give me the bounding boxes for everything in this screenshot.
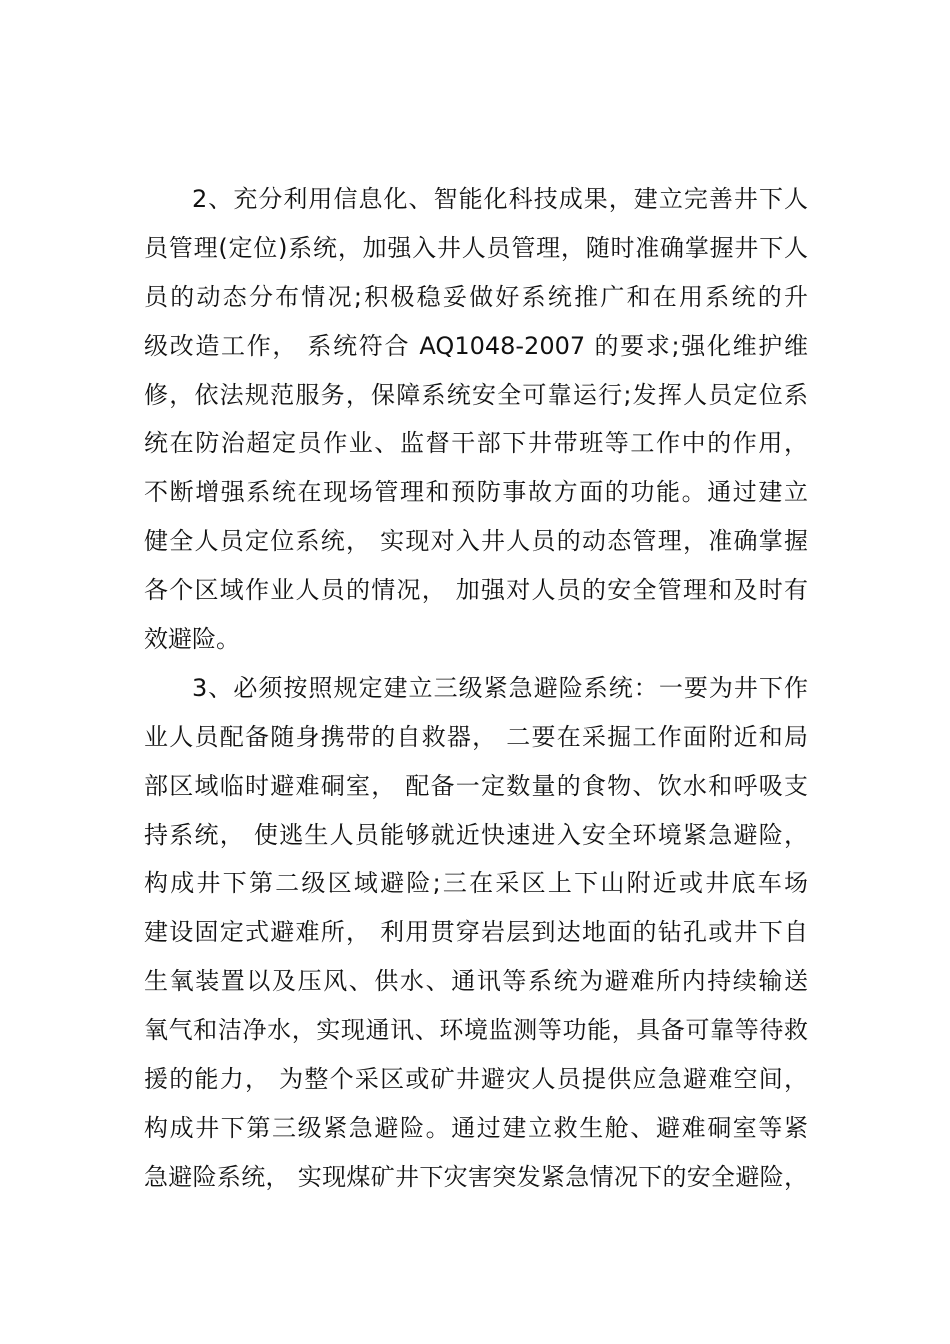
document-body bbox=[144, 175, 808, 1202]
paragraph-3-line-11: 急避险系统， 实现煤矿井下灾害突发紧急情况下的安全避险， bbox=[144, 1162, 808, 1191]
paragraph-3-line-4: 持系统， 使逃生人员能够就近快速进入安全环境紧急避险， bbox=[144, 820, 808, 849]
paragraph-2-line-1: 2、充分利用信息化、智能化科技成果，建立完善井下人 bbox=[192, 185, 808, 213]
paragraph-2-line-3: 员的动态分布情况;积极稳妥做好系统推广和在用系统的升 bbox=[144, 282, 808, 311]
paragraph-3-line-6: 建设固定式避难所， 利用贯穿岩层到达地面的钻孔或井下自 bbox=[144, 918, 808, 947]
paragraph-3-line-7: 生氧装置以及压风、供水、通讯等系统为避难所内持续输送 bbox=[144, 967, 808, 996]
paragraph-2-line-6: 统在防治超定员作业、监督干部下井带班等工作中的作用， bbox=[144, 429, 808, 458]
paragraph-2-line-2: 员管理(定位)系统，加强入井人员管理，随时准确掌握井下人 bbox=[144, 233, 808, 262]
paragraph-3-line-10: 构成井下第三级紧急避险。通过建立救生舱、避难硐室等紧 bbox=[144, 1113, 808, 1142]
paragraph-2-line-10: 效避险。 bbox=[144, 625, 240, 654]
paragraph-2-line-5: 修，依法规范服务，保障系统安全可靠运行;发挥人员定位系 bbox=[144, 380, 808, 409]
paragraph-3-line-3: 部区域临时避难硐室， 配备一定数量的食物、饮水和呼吸支 bbox=[144, 771, 808, 800]
paragraph-3-line-8: 氧气和洁净水，实现通讯、环境监测等功能，具备可靠等待救 bbox=[144, 1016, 808, 1045]
paragraph-2-line-9: 各个区域作业人员的情况， 加强对人员的安全管理和及时有 bbox=[144, 576, 808, 605]
paragraph-2-line-4: 级改造工作， 系统符合 AQ1048-2007 的要求;强化维护维 bbox=[144, 331, 808, 360]
paragraph-3-line-9: 援的能力， 为整个采区或矿井避灾人员提供应急避难空间， bbox=[144, 1065, 808, 1094]
paragraph-2-line-8: 健全人员定位系统， 实现对入井人员的动态管理，准确掌握 bbox=[144, 527, 808, 556]
paragraph-3-line-5: 构成井下第二级区域避险;三在采区上下山附近或井底车场 bbox=[144, 869, 808, 898]
paragraph-3-line-1: 3、必须按照规定建立三级紧急避险系统：一要为井下作 bbox=[192, 673, 808, 702]
paragraph-3-line-2: 业人员配备随身携带的自救器， 二要在采掘工作面附近和局 bbox=[144, 722, 808, 751]
paragraph-2-line-7: 不断增强系统在现场管理和预防事故方面的功能。通过建立 bbox=[144, 478, 808, 507]
